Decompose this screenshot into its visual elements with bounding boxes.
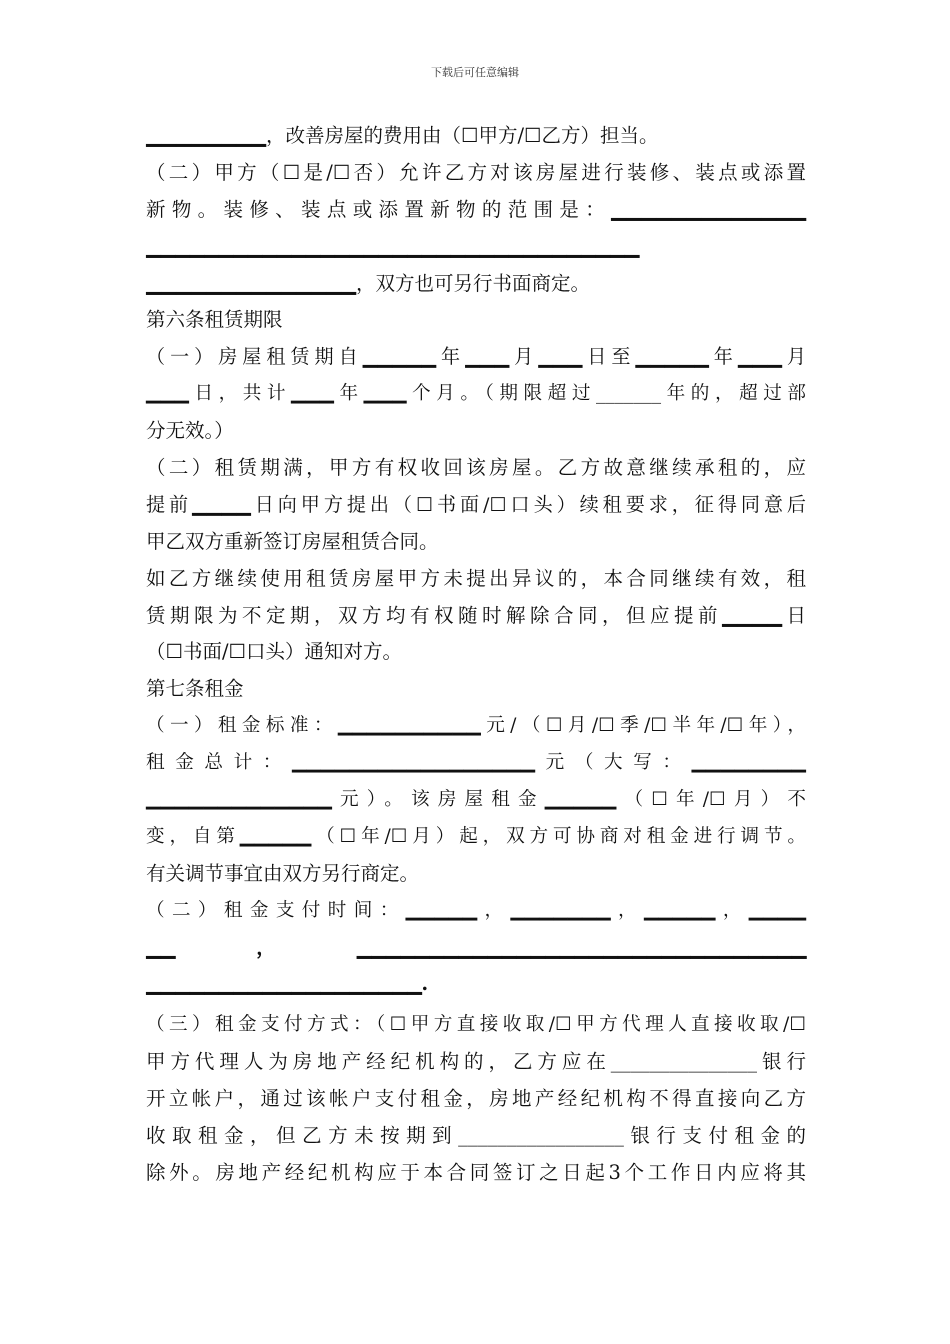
text-line: 分无效。）: [146, 419, 234, 443]
text-line: （二）租金支付时间：▁▁▁▁▁，▁▁▁▁▁▁▁，▁▁▁▁▁，▁▁▁▁: [146, 899, 806, 921]
text-line: 除外。房地产经纪机构应于本合同签订之日起3个工作日内应将其: [146, 1160, 806, 1184]
text-line: 有关调节事宜由双方另行商定。: [146, 861, 420, 885]
text-line: 新物。装修、装点或添置新物的范围是：▁▁▁▁▁▁▁▁▁▁▁▁▁: [146, 197, 806, 221]
text-line: （☐书面/☐口头）通知对方。: [146, 640, 403, 664]
text-line: 赁期限为不定期，双方均有权随时解除合同，但应提前▁▁▁▁日: [146, 603, 806, 627]
text-line: ▁▁▁▁▁▁▁▁▁▁▁▁▁▁，双方也可另行书面商定。: [146, 271, 590, 295]
page-header: 下载后可任意编辑: [431, 66, 519, 79]
article-heading: 第七条租金: [146, 677, 244, 701]
text-line: 如乙方继续使用租赁房屋甲方未提出异议的，本合同继续有效，租: [146, 566, 806, 590]
blank-line: ▁▁▁▁▁▁▁▁▁▁▁▁▁▁▁▁▁▁▁.: [146, 972, 428, 996]
text-line: 变，自第▁▁▁▁▁（☐年/☐月）起，双方可协商对租金进行调节。: [146, 825, 806, 847]
text-line: 甲乙双方重新签订房屋租赁合同。: [146, 529, 439, 553]
text-line: （二）租赁期满，甲方有权收回该房屋。乙方故意继续承租的，应: [146, 456, 806, 480]
text-line: 开立帐户，通过该帐户支付租金，房地产经纪机构不得直接向乙方: [146, 1087, 806, 1111]
text-line: （二）甲方（☐是/☐否）允许乙方对该房屋进行装修、装点或添置: [146, 160, 806, 184]
text-line: 甲方代理人为房地产经纪机构的，乙方应在_______________银行: [146, 1050, 806, 1074]
blank-line: ▁▁▁▁▁▁▁▁▁▁▁▁▁▁▁▁▁▁▁▁▁▁▁▁▁▁▁▁▁▁▁▁▁▁: [146, 234, 639, 258]
text-line: 提前▁▁▁▁日向甲方提出（☐书面/☐口头）续租要求，征得同意后: [146, 492, 806, 516]
text-line: ▁▁▁日，共计▁▁▁年▁▁▁个月。（期限超过_______年的，超过部: [146, 383, 806, 405]
text-line: （一）房屋租赁期自▁▁▁▁▁年▁▁▁月▁▁▁日至▁▁▁▁▁年▁▁▁月: [146, 345, 806, 369]
text-line: （一）租金标准：▁▁▁▁▁▁▁▁▁▁元/（☐月/☐季/☐半年/☐年），: [146, 715, 806, 737]
contract-body: [146, 118, 806, 1192]
blank-line: ▁▁，▁▁▁▁▁▁▁▁▁▁▁▁▁▁▁▁▁▁▁▁▁▁▁▁▁▁▁▁▁▁▁: [146, 935, 806, 959]
text-line: ▁▁▁▁▁▁▁▁，改善房屋的费用由（☐甲方/☐乙方）担当。: [146, 124, 659, 147]
text-line: ▁▁▁▁▁▁▁▁▁▁▁▁▁元）。该房屋租金▁▁▁▁▁（☐年/☐月）不: [146, 789, 806, 811]
text-line: 租金总计：▁▁▁▁▁▁▁▁▁▁▁▁▁▁▁▁▁元（大写：▁▁▁▁▁▁▁▁: [146, 752, 806, 774]
article-heading: 第六条租赁期限: [146, 308, 283, 332]
text-line: 收取租金，但乙方未按期到_________________银行支付租金的: [146, 1124, 806, 1148]
text-line: （三）租金支付方式：（☐甲方直接收取/☐甲方代理人直接收取/☐: [146, 1014, 806, 1036]
